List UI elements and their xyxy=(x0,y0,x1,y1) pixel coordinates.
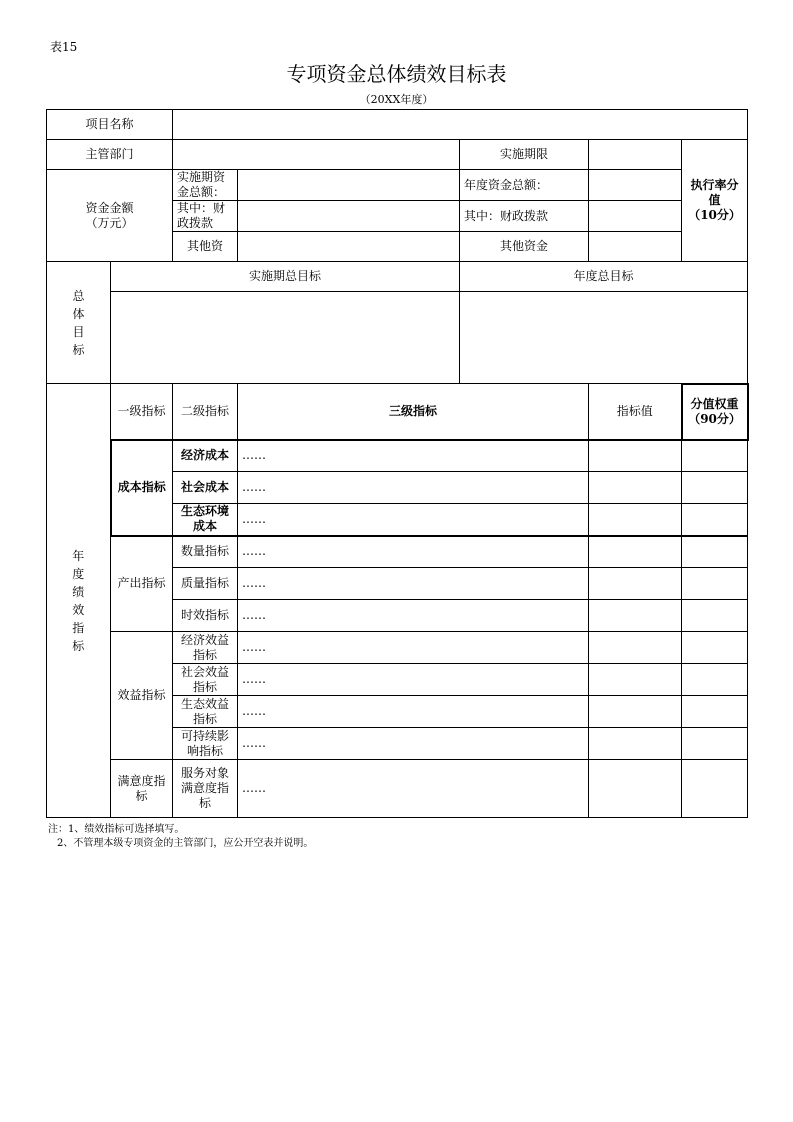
weight-field[interactable] xyxy=(682,632,748,664)
weight-field[interactable] xyxy=(682,664,748,696)
weight-header xyxy=(682,384,748,440)
benefit-indicator-group: 效益指标 xyxy=(111,632,173,760)
level2-item: 数量指标 xyxy=(173,536,238,568)
funds-label-line: 资金金额 xyxy=(85,200,134,215)
level3-field[interactable]: …… xyxy=(238,632,589,664)
annual-other-funds-label: 其他资金 xyxy=(460,232,589,262)
overall-goal-label xyxy=(47,262,111,384)
level3-field[interactable]: …… xyxy=(238,664,589,696)
level3-field[interactable]: …… xyxy=(238,472,589,504)
level2-item: 社会效益指标 xyxy=(173,664,238,696)
level3-field[interactable]: …… xyxy=(238,440,589,472)
indicator-value-field[interactable] xyxy=(589,600,682,632)
indicator-value-field[interactable] xyxy=(589,472,682,504)
indicator-value-field[interactable] xyxy=(589,696,682,728)
weight-field[interactable] xyxy=(682,696,748,728)
weight-field[interactable] xyxy=(682,600,748,632)
indicator-value-field[interactable] xyxy=(589,760,682,818)
period-other-funds-label: 其他资 xyxy=(173,232,238,262)
annual-total-funds-field[interactable] xyxy=(589,170,682,201)
footnotes xyxy=(48,823,313,851)
annual-indicator-label xyxy=(47,384,111,818)
indicator-value-field[interactable] xyxy=(589,728,682,760)
period-total-funds-field[interactable] xyxy=(238,170,460,201)
weight-field[interactable] xyxy=(682,568,748,600)
cost-indicator-group: 成本指标 xyxy=(111,440,173,536)
score-label-line: 值 xyxy=(708,193,721,207)
table-number: 表15 xyxy=(50,40,78,54)
level1-header: 一级指标 xyxy=(111,384,173,440)
indicator-value-header: 指标值 xyxy=(589,384,682,440)
funds-amount-label xyxy=(47,170,173,262)
level3-field[interactable]: …… xyxy=(238,536,589,568)
level2-item: 经济效益指标 xyxy=(173,632,238,664)
period-label: 实施期限 xyxy=(460,140,589,170)
weight-field[interactable] xyxy=(682,440,748,472)
overall-goal-text: 总体目标 xyxy=(72,288,85,357)
level2-item: 生态效益指标 xyxy=(173,696,238,728)
period-fiscal-field[interactable] xyxy=(238,201,460,232)
project-name-field[interactable] xyxy=(173,110,748,140)
indicator-value-field[interactable] xyxy=(589,504,682,536)
department-label: 主管部门 xyxy=(47,140,173,170)
department-field[interactable] xyxy=(173,140,460,170)
weight-field[interactable] xyxy=(682,536,748,568)
level2-item: 可持续影响指标 xyxy=(173,728,238,760)
indicator-value-field[interactable] xyxy=(589,568,682,600)
weight-field[interactable] xyxy=(682,472,748,504)
level2-header: 二级指标 xyxy=(173,384,238,440)
weight-header-line: （90分） xyxy=(688,411,741,426)
period-other-funds-field[interactable] xyxy=(238,232,460,262)
period-goal-field[interactable] xyxy=(111,292,460,384)
level3-field[interactable]: …… xyxy=(238,696,589,728)
indicator-value-field[interactable] xyxy=(589,536,682,568)
year-subtitle: （20XX年度） xyxy=(359,93,434,106)
annual-total-funds-label: 年度资金总额： xyxy=(460,170,589,201)
level2-item: 服务对象满意度指标 xyxy=(173,760,238,818)
level3-header: 三级指标 xyxy=(238,384,589,440)
level3-field[interactable]: …… xyxy=(238,600,589,632)
footnote-1: 注：1、绩效指标可选择填写。 xyxy=(48,824,185,835)
annual-indicator-text: 年度绩效指标 xyxy=(72,548,85,653)
indicator-value-field[interactable] xyxy=(589,664,682,696)
annual-other-funds-field[interactable] xyxy=(589,232,682,262)
level3-field[interactable]: …… xyxy=(238,504,589,536)
level2-item: 质量指标 xyxy=(173,568,238,600)
annual-goal-field[interactable] xyxy=(460,292,748,384)
annual-goal-header: 年度总目标 xyxy=(460,262,748,292)
period-total-funds-label: 实施期资金总额： xyxy=(173,170,238,201)
period-goal-header: 实施期总目标 xyxy=(111,262,460,292)
level2-item: 生态环境成本 xyxy=(173,504,238,536)
project-name-label: 项目名称 xyxy=(47,110,173,140)
score-label-line: （10分） xyxy=(688,208,741,222)
level2-item: 经济成本 xyxy=(173,440,238,472)
footnote-2: 2、不管理本级专项资金的主管部门，应公开空表并说明。 xyxy=(57,838,314,849)
level3-field[interactable]: …… xyxy=(238,760,589,818)
satisfaction-indicator-group: 满意度指标 xyxy=(111,760,173,818)
annual-fiscal-field[interactable] xyxy=(589,201,682,232)
level3-field[interactable]: …… xyxy=(238,568,589,600)
score-label-line: 执行率分 xyxy=(690,178,739,192)
period-field[interactable] xyxy=(589,140,682,170)
output-indicator-group: 产出指标 xyxy=(111,536,173,632)
period-fiscal-label: 其中：财政拨款 xyxy=(173,201,238,232)
funds-label-line: （万元） xyxy=(85,215,134,230)
weight-field[interactable] xyxy=(682,504,748,536)
level2-item: 社会成本 xyxy=(173,472,238,504)
weight-header-line: 分值权重 xyxy=(690,396,739,411)
indicator-value-field[interactable] xyxy=(589,632,682,664)
performance-target-form xyxy=(46,109,749,818)
weight-field[interactable] xyxy=(682,760,748,818)
annual-fiscal-label: 其中：财政拨款 xyxy=(460,201,589,232)
level2-item: 时效指标 xyxy=(173,600,238,632)
weight-field[interactable] xyxy=(682,728,748,760)
indicator-value-field[interactable] xyxy=(589,440,682,472)
page-title: 专项资金总体绩效目标表 xyxy=(286,62,507,86)
level3-field[interactable]: …… xyxy=(238,728,589,760)
execution-score-label xyxy=(682,140,748,262)
